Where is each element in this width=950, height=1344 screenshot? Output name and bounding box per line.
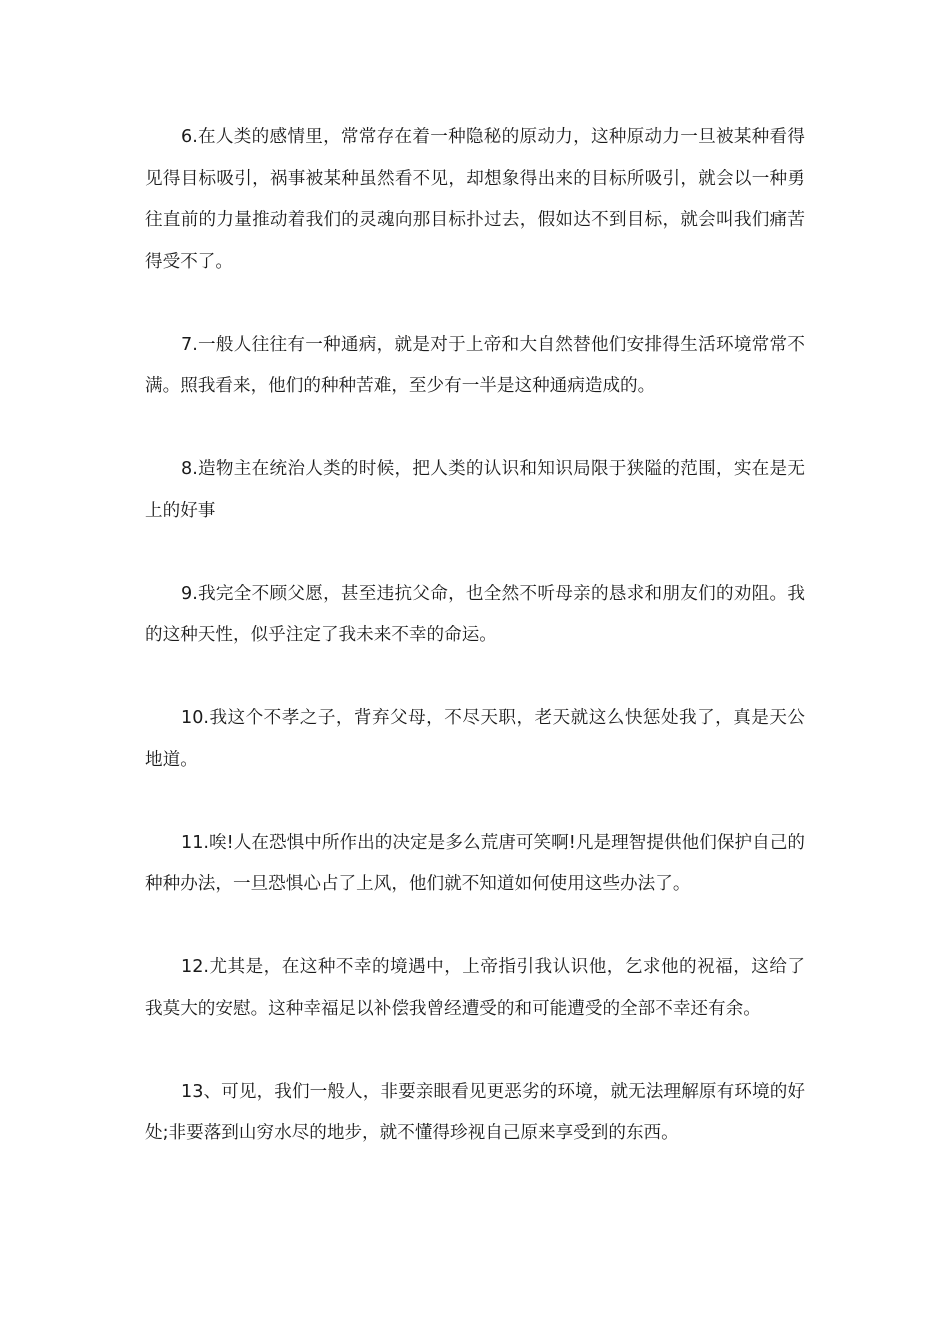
paragraph-6: 6.在人类的感情里，常常存在着一种隐秘的原动力，这种原动力一旦被某种看得见得目标吸引，祸事被某种虽然看不见，却想象得出来的目标所吸引，就会以一种勇往直前的力量推动着我们的灵魂向那目标扑过去，假如达不到目标，就会叫我们痛苦得受不了。: [145, 127, 805, 272]
paragraph-spacer: [145, 657, 805, 699]
paragraph-10: 10.我这个不孝之子，背弃父母，不尽天职，老天就这么快惩处我了，真是天公地道。: [145, 708, 805, 770]
paragraph-7: 7.一般人往往有一种通病，就是对于上帝和大自然替他们安排得生活环境常常不满。照我看来，他们的种种苦难，至少有一半是这种通病造成的。: [145, 334, 805, 396]
paragraph-11: 11.唉!人在恐惧中所作出的决定是多么荒唐可笑啊!凡是理智提供他们保护自己的种种办法，一旦恐惧心占了上风，他们就不知道如何使用这些办法了。: [145, 832, 805, 894]
paragraph-spacer: [145, 408, 805, 450]
document-body: [145, 117, 805, 1155]
paragraph-spacer: [145, 283, 805, 325]
paragraph-12: 12.尤其是，在这种不幸的境遇中，上帝指引我认识他，乞求他的祝福，这给了我莫大的安慰。这种幸福足以补偿我曾经遭受的和可能遭受的全部不幸还有余。: [145, 957, 805, 1019]
paragraph-spacer: [145, 1030, 805, 1072]
paragraph-13: 13、可见，我们一般人，非要亲眼看见更恶劣的环境，就无法理解原有环境的好处;非要落到山穷水尽的地步，就不懂得珍视自己原来享受到的东西。: [145, 1081, 805, 1143]
paragraph-spacer: [145, 781, 805, 823]
paragraph-spacer: [145, 532, 805, 574]
paragraph-9: 9.我完全不顾父愿，甚至违抗父命，也全然不听母亲的恳求和朋友们的劝阻。我的这种天性，似乎注定了我未来不幸的命运。: [145, 583, 805, 645]
paragraph-spacer: [145, 906, 805, 948]
paragraph-8: 8.造物主在统治人类的时候，把人类的认识和知识局限于狭隘的范围，实在是无上的好事: [145, 459, 805, 521]
